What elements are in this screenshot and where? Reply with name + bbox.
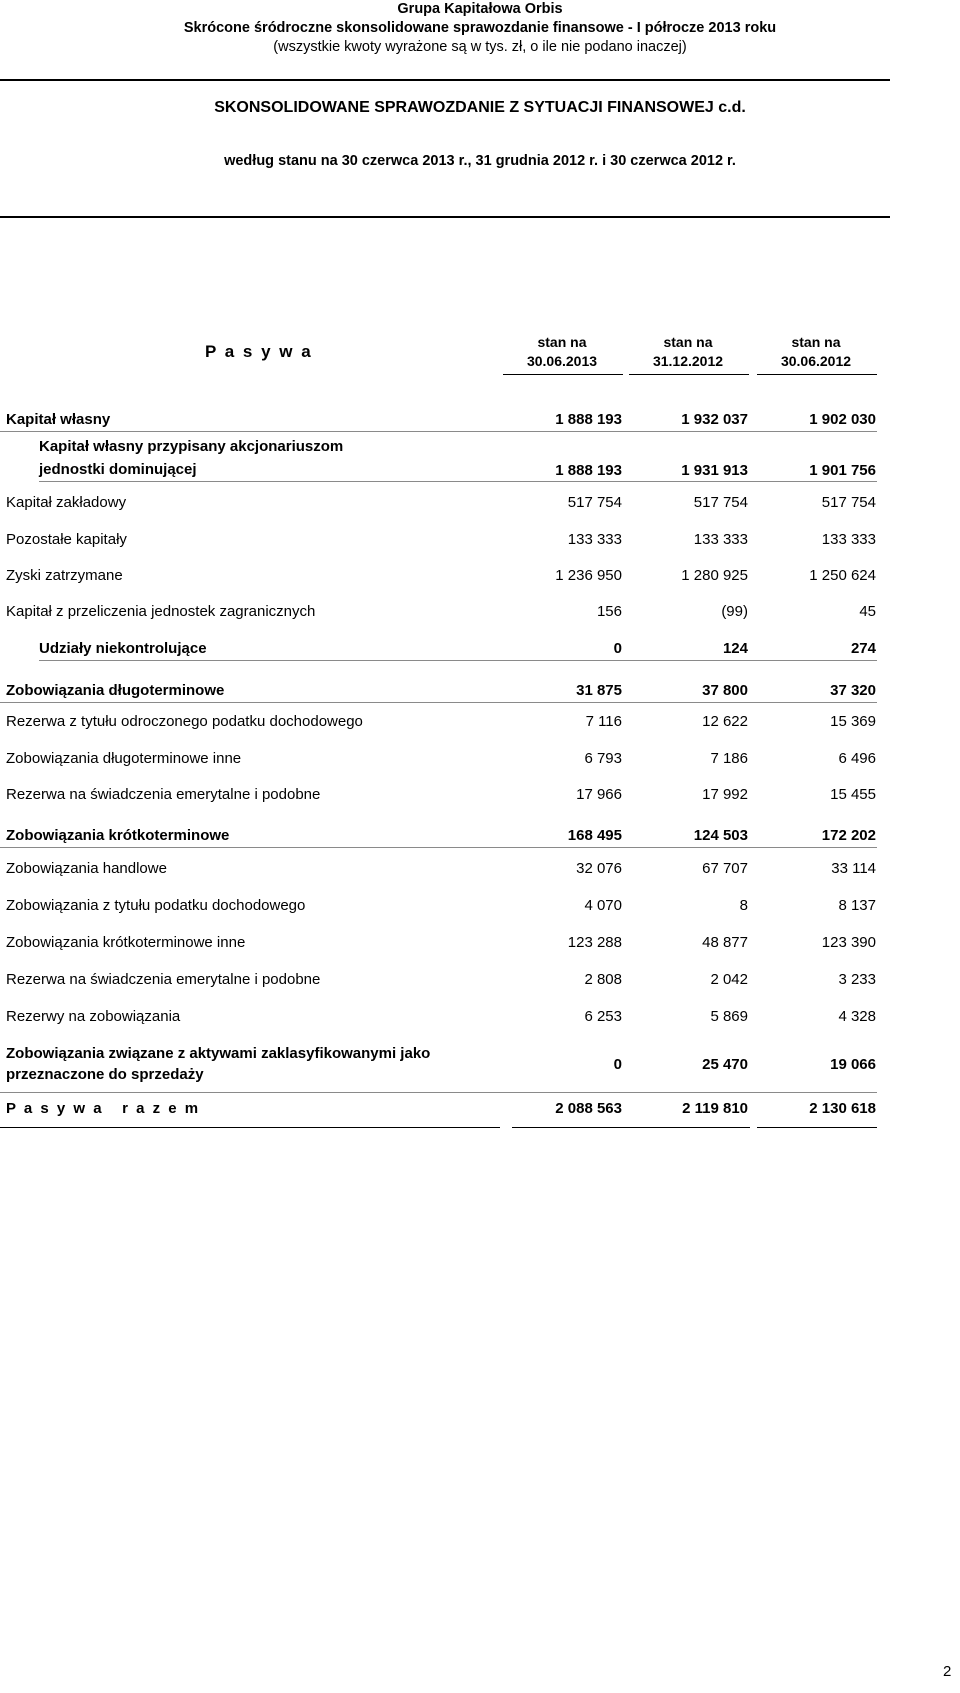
value-30-06-2012: 19 066 bbox=[830, 1056, 876, 1073]
section-label: P a s y w a bbox=[205, 342, 313, 361]
row-label: Pozostałe kapitały bbox=[6, 531, 127, 548]
value-30-06-2012: 37 320 bbox=[830, 682, 876, 699]
header-rule bbox=[0, 79, 890, 81]
statement-title: SKONSOLIDOWANE SPRAWOZDANIE Z SYTUACJI FINANSOWEJ c.d. bbox=[214, 99, 746, 116]
column-header-30-06-2012: stan na 30.06.2012 bbox=[780, 334, 852, 369]
row-label: Rezerwa na świadczenia emerytalne i podobne bbox=[6, 786, 321, 803]
value-30-06-2012: 15 455 bbox=[830, 786, 876, 803]
value-31-12-2012: 12 622 bbox=[702, 713, 748, 730]
value-31-12-2012: 17 992 bbox=[702, 786, 748, 803]
value-30-06-2013: 517 754 bbox=[567, 494, 622, 511]
value-31-12-2012: 37 800 bbox=[702, 682, 748, 699]
value-30-06-2013: 2 808 bbox=[584, 971, 622, 988]
value-31-12-2012: 1 280 925 bbox=[681, 567, 748, 584]
value-31-12-2012: 7 186 bbox=[710, 750, 748, 767]
row-label-continued: jednostki dominującej bbox=[39, 461, 197, 478]
value-30-06-2012: 3 233 bbox=[838, 971, 876, 988]
row-label: Udziały niekontrolujące bbox=[39, 640, 207, 657]
report-header bbox=[0, 0, 960, 57]
value-30-06-2012: 45 bbox=[859, 603, 876, 620]
column-header-rule bbox=[629, 374, 749, 375]
value-30-06-2013: 17 966 bbox=[576, 786, 622, 803]
value-30-06-2012: 1 250 624 bbox=[809, 567, 876, 584]
column-header-rule bbox=[757, 374, 877, 375]
value-31-12-2012: 5 869 bbox=[710, 1008, 748, 1025]
value-30-06-2012: 1 901 756 bbox=[809, 462, 876, 479]
value-31-12-2012: (99) bbox=[721, 603, 748, 620]
report-name: Skrócone śródroczne skonsolidowane sprawozdanie finansowe - I półrocze 2013 roku bbox=[183, 20, 777, 36]
value-30-06-2012: 517 754 bbox=[821, 494, 876, 511]
row-label: Zobowiązania handlowe bbox=[6, 860, 167, 877]
value-31-12-2012: 67 707 bbox=[702, 860, 748, 877]
value-30-06-2013: 6 793 bbox=[584, 750, 622, 767]
value-31-12-2012: 133 333 bbox=[693, 531, 748, 548]
row-label: Kapitał zakładowy bbox=[6, 494, 127, 511]
row-label-continued: przeznaczone do sprzedaży bbox=[6, 1066, 204, 1083]
value-30-06-2012: 4 328 bbox=[838, 1008, 876, 1025]
page-number: 2 bbox=[943, 1663, 952, 1680]
value-30-06-2012: 1 902 030 bbox=[809, 411, 876, 428]
row-rule bbox=[0, 431, 877, 432]
row-rule bbox=[39, 660, 877, 661]
value-31-12-2012: 1 932 037 bbox=[681, 411, 748, 428]
row-label: Zobowiązania krótkoterminowe inne bbox=[6, 934, 246, 951]
value-30-06-2012: 172 202 bbox=[821, 827, 876, 844]
row-label: P a s y w a r a z e m bbox=[6, 1100, 201, 1117]
row-label: Kapitał własny przypisany akcjonariuszom bbox=[39, 438, 344, 455]
value-30-06-2012: 274 bbox=[850, 640, 876, 657]
value-31-12-2012: 2 042 bbox=[710, 971, 748, 988]
value-30-06-2012: 15 369 bbox=[830, 713, 876, 730]
currency-note: (wszystkie kwoty wyrażone są w tys. zł, o ile nie podano inaczej) bbox=[273, 39, 687, 55]
row-label: Zobowiązania z tytułu podatku dochodowego bbox=[6, 897, 306, 914]
value-30-06-2012: 6 496 bbox=[838, 750, 876, 767]
value-30-06-2013: 31 875 bbox=[576, 682, 622, 699]
value-30-06-2013: 4 070 bbox=[584, 897, 622, 914]
value-30-06-2013: 123 288 bbox=[567, 934, 622, 951]
company-name: Grupa Kapitałowa Orbis bbox=[397, 1, 563, 17]
row-label: Zobowiązania długoterminowe inne bbox=[6, 750, 242, 767]
value-30-06-2013: 32 076 bbox=[576, 860, 622, 877]
value-31-12-2012: 25 470 bbox=[702, 1056, 748, 1073]
row-label: Zobowiązania związane z aktywami zaklasyfikowanymi jako bbox=[6, 1045, 431, 1062]
value-31-12-2012: 124 bbox=[722, 640, 748, 657]
row-label: Zyski zatrzymane bbox=[6, 567, 123, 584]
column-header-31-12-2012: stan na 31.12.2012 bbox=[652, 334, 724, 369]
title-rule bbox=[0, 216, 890, 218]
value-31-12-2012: 1 931 913 bbox=[681, 462, 748, 479]
value-30-06-2013: 7 116 bbox=[585, 713, 622, 730]
row-label: Zobowiązania długoterminowe bbox=[6, 682, 225, 699]
value-30-06-2013: 0 bbox=[613, 1056, 622, 1073]
row-label: Kapitał z przeliczenia jednostek zagranicznych bbox=[6, 603, 316, 620]
column-header-30-06-2013: stan na 30.06.2013 bbox=[526, 334, 598, 369]
value-30-06-2013: 6 253 bbox=[584, 1008, 622, 1025]
value-30-06-2013: 1 888 193 bbox=[555, 411, 622, 428]
value-31-12-2012: 8 bbox=[739, 897, 748, 914]
value-30-06-2013: 1 888 193 bbox=[555, 462, 622, 479]
value-30-06-2013: 168 495 bbox=[567, 827, 622, 844]
row-label: Zobowiązania krótkoterminowe bbox=[6, 827, 230, 844]
value-31-12-2012: 48 877 bbox=[702, 934, 748, 951]
value-31-12-2012: 124 503 bbox=[693, 827, 748, 844]
value-31-12-2012: 2 119 810 bbox=[682, 1100, 748, 1117]
total-rule bbox=[0, 1127, 500, 1128]
value-30-06-2013: 0 bbox=[613, 640, 622, 657]
row-label: Rezerwa z tytułu odroczonego podatku dochodowego bbox=[6, 713, 363, 730]
value-30-06-2012: 8 137 bbox=[838, 897, 876, 914]
value-30-06-2013: 133 333 bbox=[567, 531, 622, 548]
total-rule bbox=[757, 1127, 877, 1128]
value-30-06-2013: 2 088 563 bbox=[555, 1100, 622, 1117]
value-30-06-2013: 156 bbox=[596, 603, 622, 620]
row-label: Rezerwy na zobowiązania bbox=[6, 1008, 181, 1025]
column-header-rule bbox=[503, 374, 623, 375]
value-30-06-2012: 133 333 bbox=[821, 531, 876, 548]
statement-subtitle: według stanu na 30 czerwca 2013 r., 31 grudnia 2012 r. i 30 czerwca 2012 r. bbox=[224, 153, 736, 169]
total-rule bbox=[512, 1127, 750, 1128]
value-31-12-2012: 517 754 bbox=[693, 494, 748, 511]
value-30-06-2012: 33 114 bbox=[831, 860, 876, 877]
row-label: Kapitał własny bbox=[6, 411, 111, 428]
value-30-06-2013: 1 236 950 bbox=[555, 567, 622, 584]
value-30-06-2012: 2 130 618 bbox=[809, 1100, 876, 1117]
row-rule bbox=[0, 702, 877, 703]
row-rule bbox=[39, 481, 877, 482]
row-label: Rezerwa na świadczenia emerytalne i podobne bbox=[6, 971, 321, 988]
row-rule bbox=[0, 847, 877, 848]
value-30-06-2012: 123 390 bbox=[821, 934, 876, 951]
row-rule bbox=[0, 1092, 877, 1093]
